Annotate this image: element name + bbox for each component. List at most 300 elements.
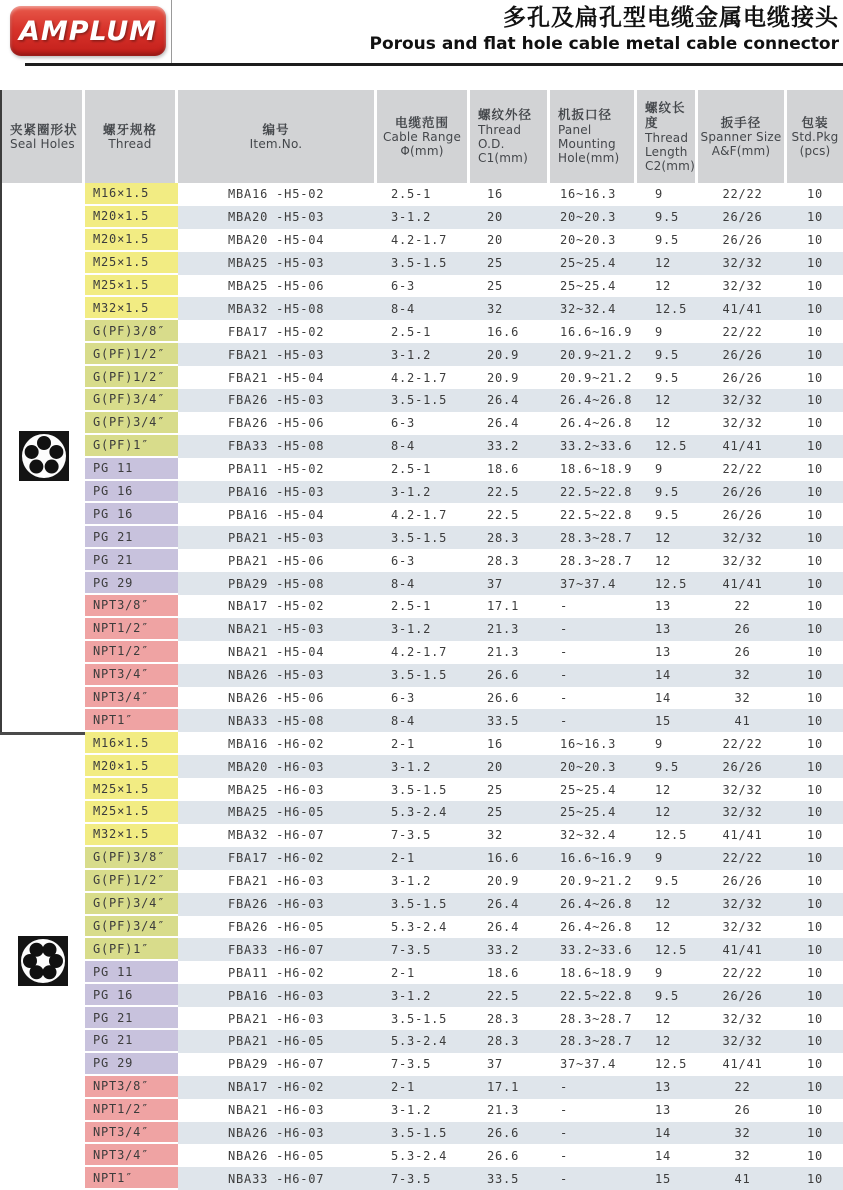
std-pkg-cell: 10 — [787, 389, 843, 412]
cable-range-cell: 6-3 — [391, 553, 416, 568]
spanner-size-cell: 22/22 — [722, 965, 763, 980]
cable-range-cell: 3-1.2 — [377, 755, 470, 778]
cable-range-cell: 5.3-2.4 — [377, 801, 470, 824]
header-divider-vertical — [171, 0, 172, 63]
column-header-en: Φ(mm) — [400, 144, 444, 159]
panel-hole-cell: 37~37.4 — [550, 572, 637, 595]
thread-length-cell: 12 — [637, 893, 698, 916]
thread-cell: PG 16 — [85, 503, 178, 526]
cable-range-cell: 2-1 — [391, 736, 416, 751]
cable-range-cell: 3.5-1.5 — [377, 664, 470, 687]
cable-range-cell: 6-3 — [391, 279, 416, 293]
thread-cell: G(PF)3/8″ — [85, 320, 178, 343]
thread-length-cell: 12.5 — [655, 1057, 688, 1072]
thread-cell: NPT1″ — [85, 709, 178, 732]
cable-range-cell: 2-1 — [391, 965, 416, 980]
table-row — [0, 1144, 843, 1167]
item-no-cell: MBA20 -H6-03 — [178, 755, 377, 778]
item-no-cell: PBA11 -H5-02 — [228, 462, 325, 477]
spanner-size-cell: 32/32 — [698, 526, 787, 549]
thread-od-cell: 17.1 — [470, 1076, 550, 1099]
spanner-size-cell: 32/32 — [698, 893, 787, 916]
item-no-cell: MBA25 -H5-03 — [178, 252, 377, 275]
panel-hole-cell: 32~32.4 — [550, 297, 637, 320]
column-header-panel — [550, 90, 637, 183]
cable-range-cell: 6-3 — [391, 416, 416, 431]
thread-length-cell: 14 — [637, 1122, 698, 1145]
std-pkg-cell: 10 — [787, 435, 843, 458]
table-row — [0, 1122, 843, 1145]
thread-length-cell: 9 — [655, 736, 664, 751]
column-header-zh: 扳手径 — [720, 114, 762, 130]
spanner-size-cell: 41/41 — [722, 1057, 763, 1072]
spanner-size-cell: 26/26 — [698, 755, 787, 778]
table-row — [0, 824, 843, 847]
spanner-size-cell: 41/41 — [698, 572, 787, 595]
item-no-cell: FBA33 -H5-08 — [178, 435, 377, 458]
thread-od-cell: 20 — [470, 755, 550, 778]
item-no-cell: MBA32 -H6-07 — [228, 828, 325, 843]
spanner-size-cell: 41/41 — [722, 828, 763, 843]
thread-od-cell: 18.6 — [487, 965, 520, 980]
item-no-cell: FBA21 -H5-03 — [178, 343, 377, 366]
thread-od-cell: 26.4 — [470, 893, 550, 916]
thread-length-cell: 13 — [655, 1103, 672, 1118]
thread-cell: PG 11 — [85, 458, 178, 481]
table-row — [0, 1167, 843, 1190]
thread-length-cell: 14 — [655, 691, 672, 706]
cable-range-cell: 5.3-2.4 — [391, 1148, 448, 1163]
cable-range-cell: 3.5-1.5 — [377, 389, 470, 412]
thread-length-cell: 12 — [655, 416, 672, 431]
std-pkg-cell: 10 — [806, 279, 824, 293]
spanner-size-cell: 41/41 — [698, 938, 787, 961]
std-pkg-cell: 10 — [787, 572, 843, 595]
thread-cell: G(PF)1″ — [85, 938, 178, 961]
thread-od-cell: 22.5 — [470, 481, 550, 504]
thread-od-cell: 33.2 — [470, 435, 550, 458]
std-pkg-cell: 10 — [787, 526, 843, 549]
thread-cell: M16×1.5 — [85, 732, 178, 755]
table-row — [0, 618, 843, 641]
std-pkg-cell: 10 — [806, 1148, 824, 1163]
item-no-cell: MBA25 -H6-03 — [228, 782, 325, 797]
table-row — [0, 938, 843, 961]
std-pkg-cell: 10 — [787, 984, 843, 1007]
thread-od-cell: 26.6 — [470, 664, 550, 687]
item-no-cell: FBA26 -H6-05 — [228, 919, 325, 934]
thread-cell: PG 29 — [85, 572, 178, 595]
thread-length-cell: 9 — [655, 324, 664, 339]
item-no-cell: FBA26 -H5-06 — [228, 416, 325, 431]
table-row — [0, 526, 843, 549]
thread-cell: G(PF)1″ — [85, 435, 178, 458]
thread-od-cell: 26.6 — [487, 691, 520, 706]
spanner-size-cell: 41 — [698, 1167, 787, 1190]
thread-od-cell: 25 — [487, 782, 504, 797]
panel-hole-cell: 18.6~18.9 — [560, 462, 633, 477]
item-no-cell: MBA25 -H6-05 — [178, 801, 377, 824]
thread-od-cell: 25 — [470, 252, 550, 275]
item-no-cell: FBA21 -H6-03 — [228, 874, 325, 889]
std-pkg-cell: 10 — [806, 416, 824, 431]
panel-hole-cell: 20.9~21.2 — [550, 343, 637, 366]
std-pkg-cell: 10 — [787, 1167, 843, 1190]
item-no-cell: MBA16 -H6-02 — [228, 736, 325, 751]
cable-range-cell: 7-3.5 — [377, 1167, 470, 1190]
column-header-en: A&F(mm) — [711, 144, 771, 159]
thread-od-cell: 16 — [487, 187, 504, 202]
table-row — [0, 458, 843, 481]
thread-length-cell: 12 — [637, 252, 698, 275]
thread-length-cell: 12 — [655, 782, 672, 797]
std-pkg-cell: 10 — [787, 481, 843, 504]
thread-od-cell: 20.9 — [487, 874, 520, 889]
item-no-cell: FBA17 -H6-02 — [178, 847, 377, 870]
std-pkg-cell: 10 — [806, 874, 824, 889]
item-no-cell: FBA26 -H5-03 — [178, 389, 377, 412]
spanner-size-cell: 41/41 — [698, 297, 787, 320]
panel-hole-cell: - — [550, 1076, 637, 1099]
column-header-en: Thread — [645, 130, 689, 145]
panel-hole-cell: 37~37.4 — [560, 1057, 617, 1072]
cable-range-cell: 3.5-1.5 — [377, 1122, 470, 1145]
thread-length-cell: 9 — [655, 462, 664, 477]
thread-length-cell: 12 — [655, 1011, 672, 1026]
thread-cell: PG 21 — [85, 526, 178, 549]
std-pkg-cell: 10 — [787, 252, 843, 275]
thread-length-cell: 12 — [637, 1030, 698, 1053]
cable-range-cell: 5.3-2.4 — [377, 1030, 470, 1053]
table-row — [0, 435, 843, 458]
column-header-pkg — [787, 90, 843, 183]
thread-cell: G(PF)1/2″ — [85, 366, 178, 389]
thread-od-cell: 16 — [487, 736, 504, 751]
amplum-logo — [10, 6, 166, 56]
panel-hole-cell: 25~25.4 — [550, 252, 637, 275]
thread-cell: M25×1.5 — [85, 801, 178, 824]
thread-od-cell: 28.3 — [470, 526, 550, 549]
spanner-size-cell: 22 — [734, 599, 751, 614]
spanner-size-cell: 32/32 — [722, 1011, 763, 1026]
column-header-en: Spanner Size — [700, 130, 782, 145]
thread-length-cell: 15 — [637, 709, 698, 732]
item-no-cell: FBA21 -H5-04 — [228, 370, 325, 385]
spanner-size-cell: 26/26 — [722, 874, 763, 889]
std-pkg-cell: 10 — [806, 1011, 824, 1026]
thread-length-cell: 14 — [655, 1148, 672, 1163]
std-pkg-cell: 10 — [806, 507, 824, 522]
cable-range-cell: 4.2-1.7 — [391, 370, 448, 385]
thread-cell: M32×1.5 — [85, 297, 178, 320]
panel-hole-cell: 25~25.4 — [560, 782, 617, 797]
std-pkg-cell: 10 — [806, 919, 824, 934]
thread-length-cell: 12.5 — [637, 938, 698, 961]
panel-hole-cell: 16~16.3 — [560, 187, 617, 202]
thread-od-cell: 20 — [487, 233, 504, 248]
thread-cell: M32×1.5 — [85, 824, 178, 847]
thread-length-cell: 15 — [637, 1167, 698, 1190]
thread-cell: NPT1″ — [85, 1167, 178, 1190]
panel-hole-cell: 26.4~26.8 — [560, 919, 633, 934]
item-no-cell: PBA11 -H6-02 — [228, 965, 325, 980]
table-row — [0, 297, 843, 320]
panel-hole-cell: 20~20.3 — [550, 206, 637, 229]
thread-od-cell: 33.2 — [470, 938, 550, 961]
cable-range-cell: 3-1.2 — [377, 206, 470, 229]
spanner-size-cell: 32/32 — [722, 919, 763, 934]
std-pkg-cell: 10 — [787, 297, 843, 320]
thread-cell: PG 21 — [85, 549, 178, 572]
column-header-en: Panel — [558, 123, 592, 138]
thread-od-cell: 25 — [470, 801, 550, 824]
table-row — [0, 961, 843, 984]
thread-od-cell: 28.3 — [487, 553, 520, 568]
thread-cell: NPT1/2″ — [85, 1099, 178, 1122]
page-header — [0, 0, 843, 90]
cable-range-cell: 3-1.2 — [377, 984, 470, 1007]
cable-range-cell: 2.5-1 — [391, 324, 432, 339]
seal-holes-cell — [0, 732, 85, 1190]
column-header-len — [637, 90, 698, 183]
page-title-english: Porous and flat hole cable metal cable connector — [369, 33, 839, 54]
column-header-zh: 机扳口径 — [558, 107, 613, 123]
cable-range-cell: 2-1 — [377, 1076, 470, 1099]
panel-hole-cell: - — [550, 709, 637, 732]
std-pkg-cell: 10 — [806, 324, 824, 339]
cable-range-cell: 3.5-1.5 — [377, 526, 470, 549]
cable-range-cell: 3-1.2 — [377, 481, 470, 504]
panel-hole-cell: 26.4~26.8 — [550, 893, 637, 916]
table-row — [0, 1053, 843, 1076]
thread-length-cell: 12.5 — [637, 435, 698, 458]
table-row — [0, 595, 843, 618]
spanner-size-cell: 32/32 — [698, 1030, 787, 1053]
cable-range-cell: 8-4 — [377, 435, 470, 458]
item-no-cell: FBA33 -H6-07 — [178, 938, 377, 961]
cable-range-cell: 3-1.2 — [377, 618, 470, 641]
spanner-size-cell: 26/26 — [698, 984, 787, 1007]
spanner-size-cell: 22/22 — [722, 324, 763, 339]
column-header-en: Cable Range — [382, 130, 462, 145]
item-no-cell: MBA20 -H5-03 — [178, 206, 377, 229]
spanner-size-cell: 26/26 — [722, 233, 763, 248]
item-no-cell: PBA21 -H5-03 — [178, 526, 377, 549]
table-row — [0, 893, 843, 916]
thread-od-cell: 22.5 — [487, 507, 520, 522]
cable-range-cell: 3.5-1.5 — [377, 252, 470, 275]
cable-range-cell: 3.5-1.5 — [391, 782, 448, 797]
thread-od-cell: 26.4 — [487, 919, 520, 934]
panel-hole-cell: 28.3~28.7 — [550, 1030, 637, 1053]
thread-od-cell: 32 — [487, 828, 504, 843]
panel-hole-cell: 28.3~28.7 — [550, 526, 637, 549]
column-header-en: Thread — [108, 137, 152, 152]
panel-hole-cell: 20.9~21.2 — [560, 370, 633, 385]
cable-range-cell: 3.5-1.5 — [377, 893, 470, 916]
table-row — [0, 366, 843, 389]
column-header-en: Hole(mm) — [558, 151, 620, 166]
thread-cell: M25×1.5 — [85, 778, 178, 801]
thread-length-cell: 9.5 — [637, 343, 698, 366]
spanner-size-cell: 32 — [734, 1148, 751, 1163]
panel-hole-cell: 18.6~18.9 — [560, 965, 633, 980]
thread-length-cell: 9.5 — [655, 874, 680, 889]
thread-od-cell: 26.4 — [487, 416, 520, 431]
table-row — [0, 481, 843, 504]
table-row — [0, 664, 843, 687]
item-no-cell: PBA16 -H5-04 — [228, 507, 325, 522]
table-row — [0, 755, 843, 778]
panel-hole-cell: 25~25.4 — [560, 279, 617, 293]
thread-od-cell: 21.3 — [470, 618, 550, 641]
panel-hole-cell: - — [550, 1122, 637, 1145]
std-pkg-cell: 10 — [787, 1122, 843, 1145]
thread-cell: PG 11 — [85, 961, 178, 984]
thread-cell: M25×1.5 — [85, 275, 178, 298]
page-title-chinese: 多孔及扁孔型电缆金属电缆接头 — [503, 5, 839, 31]
table-row — [0, 320, 843, 343]
panel-hole-cell: 20~20.3 — [550, 755, 637, 778]
table-row — [0, 229, 843, 252]
thread-cell: M20×1.5 — [85, 755, 178, 778]
column-header-en: Seal Holes — [10, 137, 75, 152]
item-no-cell: PBA21 -H6-03 — [228, 1011, 325, 1026]
column-header-thread — [85, 90, 178, 183]
panel-hole-cell: - — [550, 618, 637, 641]
column-header-zh: 包装 — [801, 114, 829, 130]
table-row — [0, 389, 843, 412]
panel-hole-cell: 32~32.4 — [560, 828, 617, 843]
column-header-zh: 螺纹外径 — [478, 107, 533, 123]
spanner-size-cell: 22/22 — [722, 187, 763, 202]
seal-5-hole-icon — [18, 429, 70, 483]
thread-cell: G(PF)3/4″ — [85, 389, 178, 412]
spanner-size-cell: 22/22 — [722, 736, 763, 751]
panel-hole-cell: - — [560, 1148, 569, 1163]
std-pkg-cell: 10 — [787, 755, 843, 778]
panel-hole-cell: 22.5~22.8 — [560, 507, 633, 522]
thread-cell: G(PF)3/4″ — [85, 412, 178, 435]
thread-length-cell: 9 — [655, 187, 664, 202]
spanner-size-cell: 26/26 — [722, 507, 763, 522]
item-no-cell: NBA26 -H6-05 — [228, 1148, 325, 1163]
panel-hole-cell: 16~16.3 — [560, 736, 617, 751]
column-header-zh: 电缆范围 — [394, 114, 449, 130]
thread-od-cell: 28.3 — [487, 1011, 520, 1026]
thread-length-cell: 12 — [637, 526, 698, 549]
item-no-cell: NBA26 -H6-03 — [178, 1122, 377, 1145]
std-pkg-cell: 10 — [787, 801, 843, 824]
panel-hole-cell: - — [560, 599, 569, 614]
column-header-en: (pcs) — [799, 144, 831, 159]
table-row — [0, 870, 843, 893]
item-no-cell: NBA21 -H5-04 — [228, 645, 325, 660]
column-header-en: Std.Pkg — [791, 130, 839, 145]
thread-cell: NPT1/2″ — [85, 641, 178, 664]
table-row — [0, 275, 843, 298]
thread-cell: NPT3/4″ — [85, 664, 178, 687]
cable-range-cell: 8-4 — [377, 709, 470, 732]
panel-hole-cell: - — [560, 645, 569, 660]
item-no-cell: PBA16 -H5-03 — [178, 481, 377, 504]
thread-cell: G(PF)3/4″ — [85, 893, 178, 916]
table-row — [0, 1030, 843, 1053]
cable-range-cell: 7-3.5 — [391, 1057, 432, 1072]
panel-hole-cell: 28.3~28.7 — [560, 553, 633, 568]
spec-table — [0, 90, 843, 1190]
column-header-zh: 夹紧圈形状 — [10, 121, 78, 137]
item-no-cell: NBA17 -H5-02 — [228, 599, 325, 614]
std-pkg-cell: 10 — [806, 187, 824, 202]
cable-range-cell: 8-4 — [377, 572, 470, 595]
thread-od-cell: 37 — [487, 1057, 504, 1072]
thread-length-cell: 12 — [637, 801, 698, 824]
thread-length-cell: 14 — [637, 664, 698, 687]
cable-range-cell: 3-1.2 — [391, 1103, 432, 1118]
panel-hole-cell: 26.4~26.8 — [550, 389, 637, 412]
table-row — [0, 687, 843, 710]
thread-cell: PG 21 — [85, 1007, 178, 1030]
std-pkg-cell: 10 — [806, 828, 824, 843]
std-pkg-cell: 10 — [787, 664, 843, 687]
thread-length-cell: 13 — [637, 618, 698, 641]
cable-range-cell: 7-3.5 — [377, 938, 470, 961]
thread-cell: NPT3/4″ — [85, 1122, 178, 1145]
thread-cell: NPT3/4″ — [85, 1144, 178, 1167]
thread-od-cell: 16.6 — [487, 324, 520, 339]
column-header-zh: 螺牙规格 — [102, 121, 157, 137]
thread-cell: G(PF)3/8″ — [85, 847, 178, 870]
thread-cell: G(PF)3/4″ — [85, 916, 178, 939]
table-row — [0, 183, 843, 206]
cable-range-cell: 4.2-1.7 — [391, 645, 448, 660]
item-no-cell: NBA21 -H5-03 — [178, 618, 377, 641]
item-no-cell: NBA26 -H5-03 — [178, 664, 377, 687]
spanner-size-cell: 22 — [698, 1076, 787, 1099]
std-pkg-cell: 10 — [787, 847, 843, 870]
spanner-size-cell: 26/26 — [698, 206, 787, 229]
column-header-en: Thread — [478, 123, 522, 138]
std-pkg-cell: 10 — [787, 1076, 843, 1099]
spanner-size-cell: 32/32 — [722, 416, 763, 431]
column-header-item — [178, 90, 377, 183]
thread-length-cell: 9.5 — [637, 481, 698, 504]
thread-cell: NPT3/8″ — [85, 595, 178, 618]
cable-range-cell: 3-1.2 — [377, 343, 470, 366]
cable-range-cell: 2-1 — [377, 847, 470, 870]
std-pkg-cell: 10 — [787, 709, 843, 732]
thread-cell: M20×1.5 — [85, 229, 178, 252]
table-row — [0, 778, 843, 801]
cable-range-cell: 7-3.5 — [391, 828, 432, 843]
spanner-size-cell: 22/22 — [722, 462, 763, 477]
std-pkg-cell: 10 — [787, 893, 843, 916]
page-titles — [369, 4, 839, 54]
panel-hole-cell: 33.2~33.6 — [550, 938, 637, 961]
thread-od-cell: 21.3 — [487, 1103, 520, 1118]
panel-hole-cell: 26.4~26.8 — [560, 416, 633, 431]
item-no-cell: PBA16 -H6-03 — [178, 984, 377, 1007]
table-header — [0, 90, 843, 183]
std-pkg-cell: 10 — [806, 782, 824, 797]
thread-od-cell: 33.5 — [470, 709, 550, 732]
item-no-cell: PBA29 -H5-08 — [178, 572, 377, 595]
thread-length-cell: 9.5 — [655, 507, 680, 522]
spanner-size-cell: 32 — [734, 691, 751, 706]
item-no-cell: MBA20 -H5-04 — [228, 233, 325, 248]
item-no-cell: PBA21 -H5-06 — [228, 553, 325, 568]
